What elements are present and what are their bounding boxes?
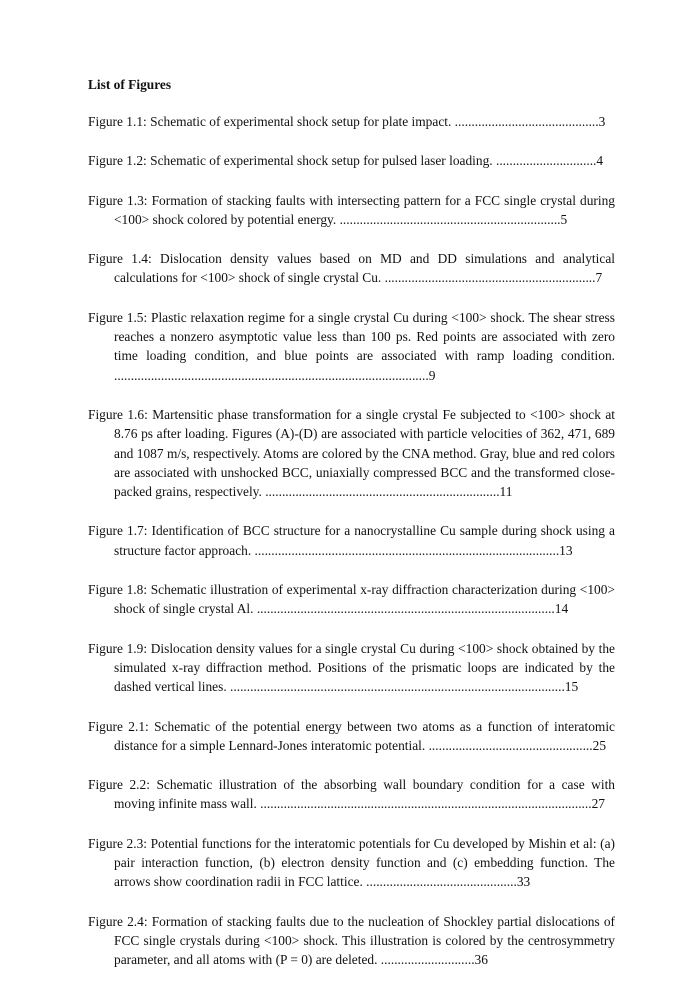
page-number: 27: [591, 796, 605, 812]
page-number: 13: [559, 542, 573, 558]
figure-label: Figure 1.7:: [88, 523, 148, 539]
figure-entry: [88, 308, 615, 385]
page-number: 4: [596, 153, 604, 169]
figure-label: Figure 1.8:: [88, 582, 148, 598]
dot-leader: ..............................: [492, 153, 597, 169]
dot-leader: ..................................................................: [336, 211, 561, 227]
figure-entry: [88, 717, 615, 756]
figure-label: Figure 1.2:: [88, 153, 147, 169]
figure-entry: [88, 405, 615, 501]
figure-entry: [88, 112, 615, 131]
figure-caption: Schematic illustration of the absorbing wall boundary condition for a case with moving infinite mass wall.: [114, 777, 615, 812]
figure-caption: Plastic relaxation regime for a single crystal Cu during <100> shock. The shear stress reaches a nonzero asymptotic value less than 100 ps. Red points are associated with zero time loading condition, and blue points are associated with ramp loading condition.: [114, 309, 615, 364]
page-number: 11: [499, 484, 513, 500]
page-number: 36: [474, 952, 488, 968]
figure-label: Figure 2.1:: [88, 718, 149, 734]
dot-leader: .........................................................................................: [253, 601, 555, 617]
figure-label: Figure 1.4:: [88, 251, 152, 267]
figure-caption: Schematic of the potential energy between two atoms as a function of interatomic distance for a simple Lennard-Jones interatomic potential.: [114, 718, 615, 753]
figure-caption: Formation of stacking faults with intersecting pattern for a FCC single crystal during <100> shock colored by potential energy.: [114, 192, 615, 227]
figure-entry: [88, 912, 615, 970]
figure-caption: Formation of stacking faults due to the nucleation of Shockley partial dislocations of FCC single crystals during <100> shock. This illustration is colored by the centrosymmetry parameter, and all atoms with (P = 0) are deleted.: [114, 913, 615, 968]
page-heading: List of Figures: [88, 77, 172, 92]
dot-leader: .................................................: [425, 737, 593, 753]
figure-entry: [88, 580, 615, 619]
dot-leader: ...................................................................................................: [256, 796, 592, 812]
figure-list: [88, 112, 615, 990]
figure-label: Figure 2.3:: [88, 835, 147, 851]
page-number: 7: [595, 270, 603, 286]
figure-entry: [88, 834, 615, 892]
dot-leader: ...........................................................................................: [251, 542, 560, 558]
figure-entry: [88, 639, 615, 697]
dot-leader: ............................: [377, 952, 475, 968]
figure-label: Figure 1.3:: [88, 192, 148, 208]
figure-caption: Dislocation density values for a single crystal Cu during <100> shock obtained by the simulated x-ray diffraction method. Positions of the prismatic loops are indicated by the dashed vertical lines.: [114, 640, 615, 695]
figure-caption: Identification of BCC structure for a nanocrystalline Cu sample during shock using a structure factor approach.: [114, 523, 615, 558]
dot-leader: ...........................................: [451, 114, 599, 129]
page-number: 15: [564, 679, 579, 695]
figure-entry: [88, 249, 615, 288]
figure-label: Figure 1.6:: [88, 406, 148, 422]
page-number: 33: [516, 874, 531, 890]
page-number: 5: [560, 211, 568, 227]
figure-label: Figure 1.1:: [88, 114, 147, 129]
dot-leader: .............................................: [362, 874, 517, 890]
dot-leader: ..............................................................................................: [114, 367, 429, 383]
dot-leader: ......................................................................: [261, 484, 500, 500]
figure-entry: [88, 521, 615, 560]
figure-caption: Potential functions for the interatomic potentials for Cu developed by Mishin et al: (a) pair interaction function, (b) electron density function and (c) embedding function. The arrows show coordination radii in FCC lattice.: [114, 835, 615, 890]
dot-leader: ...............................................................: [381, 270, 596, 286]
figure-label: Figure 1.9:: [88, 640, 148, 656]
page-number: 3: [598, 114, 606, 129]
figure-label: Figure 2.2:: [88, 777, 150, 793]
figure-label: Figure 1.5:: [88, 309, 148, 325]
page-number: 9: [428, 367, 436, 383]
figure-entry: [88, 151, 615, 170]
dot-leader: ....................................................................................................: [226, 679, 565, 695]
figure-entry: [88, 775, 615, 814]
figure-caption: Schematic illustration of experimental x-ray diffraction characterization during <100> shock of single crystal Al.: [114, 582, 615, 617]
page-number: 25: [592, 737, 607, 753]
page-number: 14: [554, 601, 569, 617]
figure-caption: Schematic of experimental shock setup for pulsed laser loading.: [150, 153, 493, 169]
figure-caption: Schematic of experimental shock setup for plate impact.: [150, 114, 452, 129]
figure-entry: [88, 191, 615, 230]
figure-caption: Dislocation density values based on MD and DD simulations and analytical calculations for <100> shock of single crystal Cu.: [114, 251, 615, 286]
figure-caption: Martensitic phase transformation for a single crystal Fe subjected to <100> shock at 8.76 ps after loading. Figures (A)-(D) are associated with particle velocities of 362, 471, 689 and 1087 m/s, respectively. Atoms are colored by the CNA method. Gray, blue and red colors are associated with unshocked BCC, uniaxially compressed BCC and the transformed close-packed grains, respectively.: [114, 406, 615, 500]
figure-label: Figure 2.4:: [88, 913, 148, 929]
